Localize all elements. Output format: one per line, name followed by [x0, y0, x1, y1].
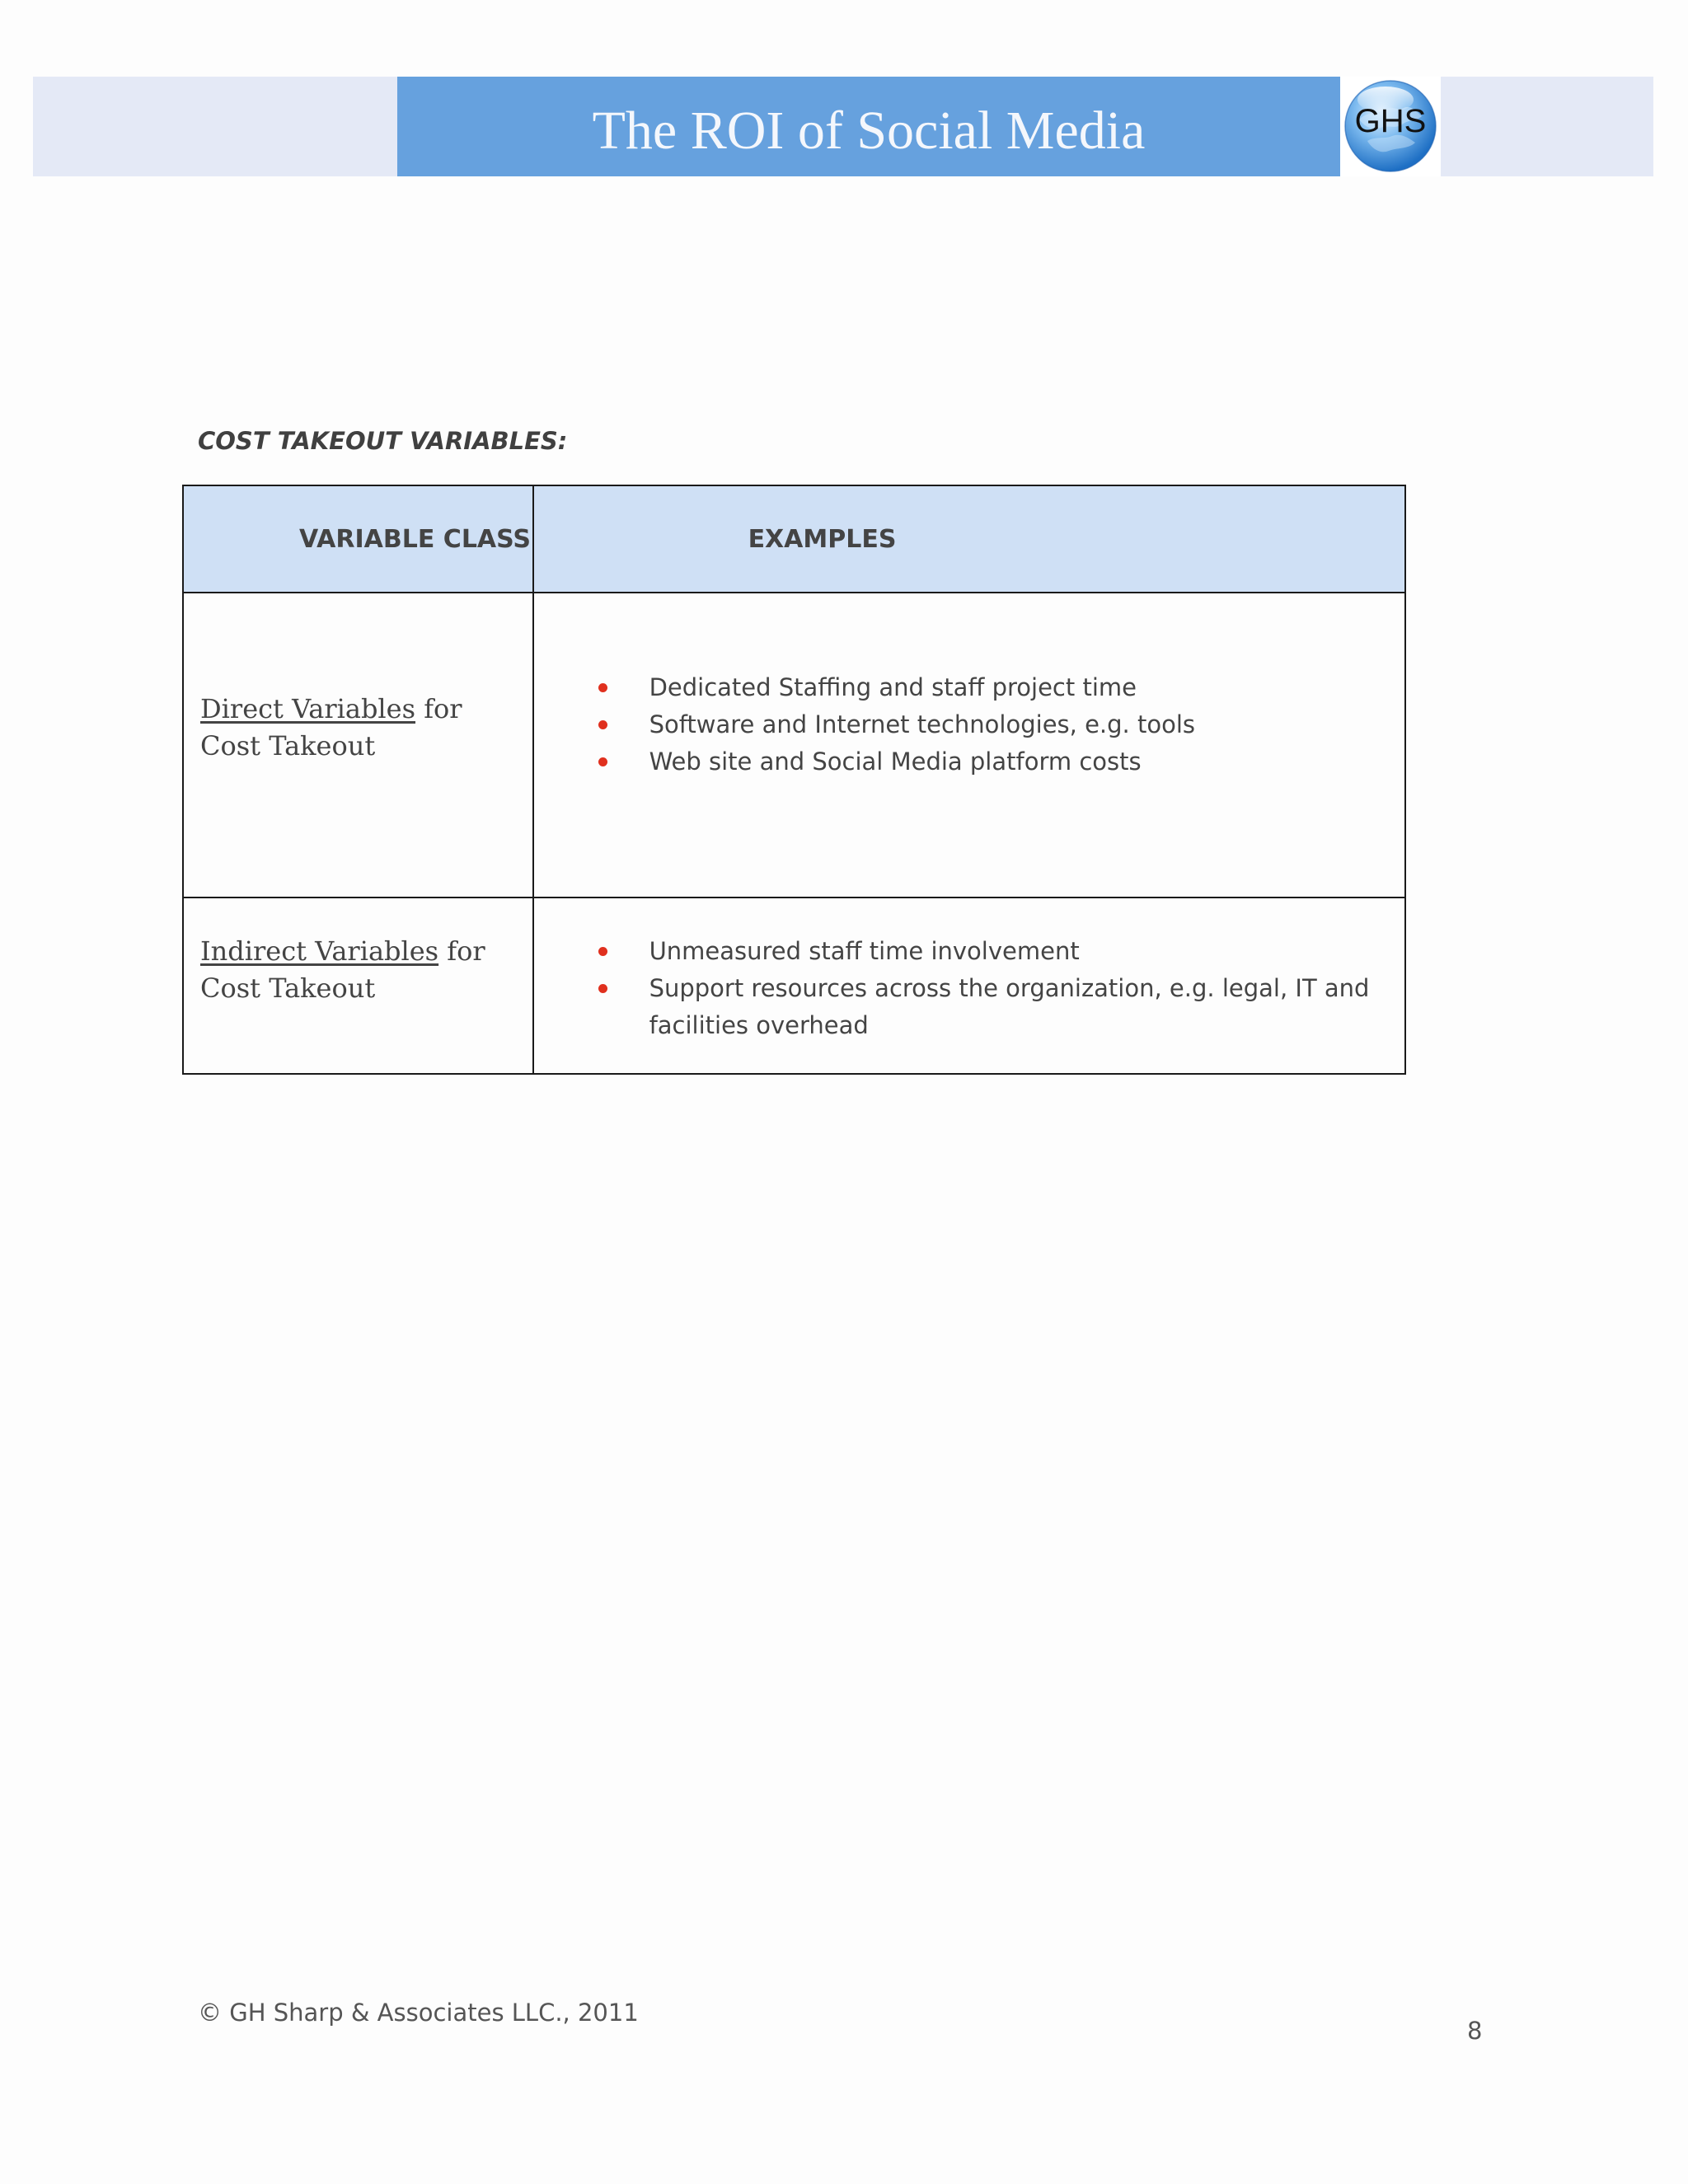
variable-class-cell [183, 593, 533, 898]
table-row [183, 898, 1405, 1074]
ghs-globe-logo [1343, 78, 1438, 174]
table-row [183, 593, 1405, 898]
variable-class-suffix: for [415, 693, 462, 724]
list-item: Web site and Social Media platform costs [649, 743, 1404, 780]
list-item: Unmeasured staff time involvement [649, 933, 1404, 970]
examples-cell [533, 898, 1405, 1074]
examples-list [534, 669, 1404, 780]
page-number: 8 [1467, 2017, 1483, 2045]
section-heading: COST TAKEOUT VARIABLES: [198, 427, 568, 455]
variable-class-line2: Cost Takeout [200, 730, 376, 762]
list-item: Support resources across the organization, e.g. legal, IT and facilities overhead [649, 970, 1404, 1044]
copyright-notice: © GH Sharp & Associates LLC., 2011 [198, 1999, 639, 2027]
header-variable-class [183, 485, 533, 593]
cost-takeout-table [182, 485, 1406, 1075]
header-examples [533, 485, 1405, 593]
document-title: The ROI of Social Media [592, 100, 1146, 161]
logo-text: GHS [1354, 103, 1427, 139]
header-banner [397, 77, 1340, 176]
table-header-row [183, 485, 1405, 593]
variable-class-suffix: for [438, 935, 485, 967]
examples-cell [533, 593, 1405, 898]
header-examples-label: EXAMPLES [748, 524, 897, 554]
header-variable-class-label: VARIABLE CLASS [299, 524, 532, 554]
list-item: Software and Internet technologies, e.g. tools [649, 706, 1404, 743]
examples-list [534, 933, 1404, 1044]
list-item: Dedicated Staffing and staff project time [649, 669, 1404, 706]
variable-class-cell [183, 898, 533, 1074]
indirect-variables-link[interactable]: Indirect Variables [200, 935, 439, 967]
direct-variables-link[interactable]: Direct Variables [200, 693, 416, 724]
variable-class-line2: Cost Takeout [200, 972, 376, 1004]
